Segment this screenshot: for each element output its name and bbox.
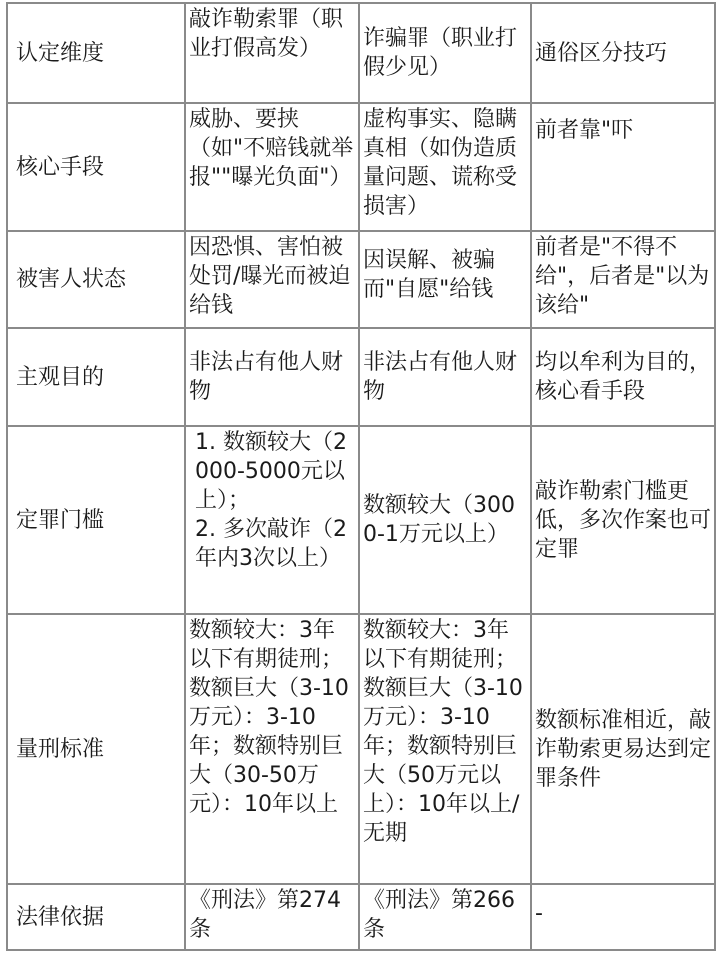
row-dimension: 定罪门槛 [7,426,185,614]
extortion-cell: 数额较大：3年以下有期徒刑；数额巨大（3-10万元）：3-10年；数额特别巨大（30-50万元）：10年以上 [185,614,359,884]
row-dimension: 被害人状态 [7,231,185,328]
table-row [7,614,715,884]
fraud-cell: 《刑法》第266条 [359,884,531,950]
tip-cell: 前者是"不得不给"，后者是"以为该给" [531,231,715,328]
row-dimension: 核心手段 [7,103,185,231]
header-extortion: 敲诈勒索罪（职业打假高发） [185,3,359,103]
comparison-table [6,2,716,951]
extortion-cell [185,426,359,614]
extortion-cell: 《刑法》第274条 [185,884,359,950]
row-dimension: 法律依据 [7,884,185,950]
row-dimension: 量刑标准 [7,614,185,884]
table-row [7,426,715,614]
table-row [7,884,715,950]
extortion-cell: 威胁、要挟（如"不赔钱就举报""曝光负面"） [185,103,359,231]
threshold-line-2: 2. 多次敲诈（2年内3次以上） [195,517,347,571]
tip-cell: - [531,884,715,950]
threshold-line-1: 1. 数额较大（2000-5000元以上）； [195,430,347,513]
row-dimension: 主观目的 [7,328,185,426]
fraud-cell: 因误解、被骗而"自愿"给钱 [359,231,531,328]
extortion-cell: 因恐惧、害怕被处罚/曝光而被迫给钱 [185,231,359,328]
tip-cell: 均以牟利为目的，核心看手段 [531,328,715,426]
fraud-cell: 数额较大：3年以下有期徒刑；数额巨大（3-10万元）：3-10年；数额特别巨大（50万元以上）：10年以上/无期 [359,614,531,884]
header-fraud: 诈骗罪（职业打假少见） [359,3,531,103]
tip-cell: 敲诈勒索门槛更低，多次作案也可定罪 [531,426,715,614]
table-row [7,328,715,426]
fraud-cell: 虚构事实、隐瞒真相（如伪造质量问题、谎称受损害） [359,103,531,231]
table-row [7,103,715,231]
fraud-cell: 非法占有他人财物 [359,328,531,426]
header-row [7,3,715,103]
tip-cell: 数额标准相近，敲诈勒索更易达到定罪条件 [531,614,715,884]
table-row [7,231,715,328]
tip-cell: 前者靠"吓 [531,103,715,231]
header-dimension: 认定维度 [7,3,185,103]
header-tip: 通俗区分技巧 [531,3,715,103]
fraud-cell: 数额较大（3000-1万元以上） [359,426,531,614]
extortion-cell: 非法占有他人财物 [185,328,359,426]
